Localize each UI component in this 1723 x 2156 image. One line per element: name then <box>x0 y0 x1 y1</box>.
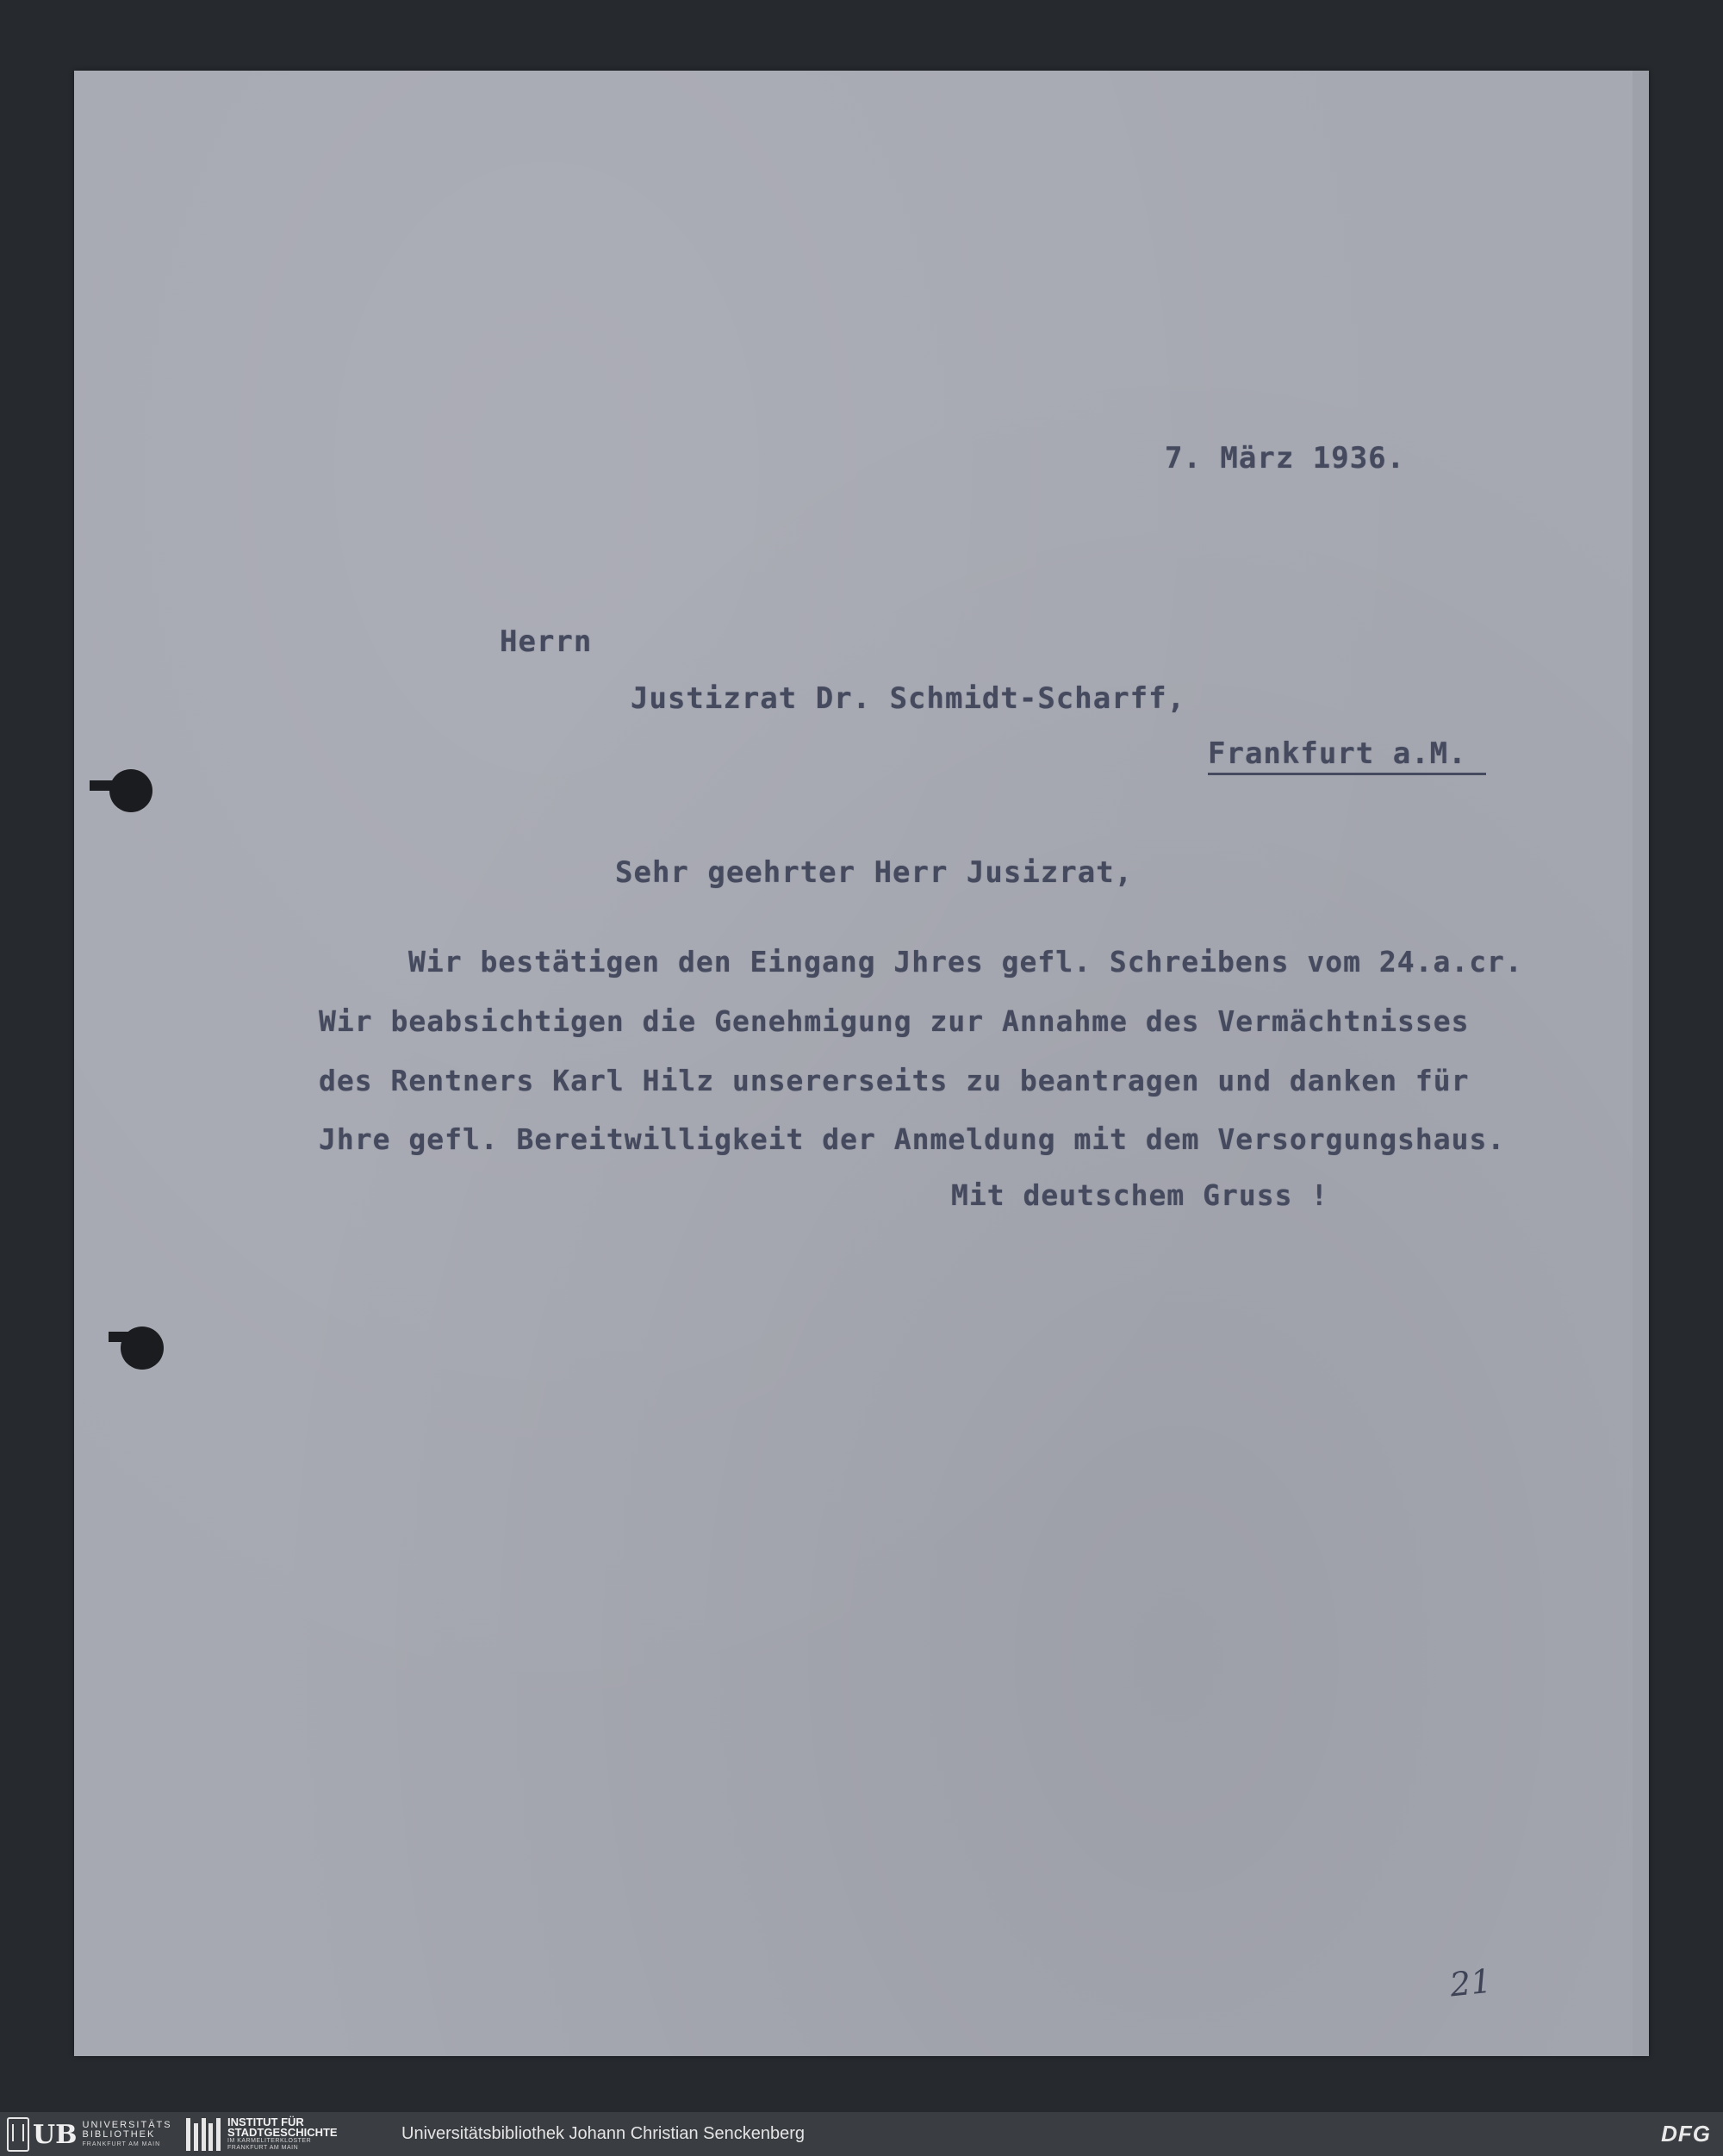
footer-caption: Universitätsbibliothek Johann Christian Senckenberg <box>401 2124 806 2143</box>
footer-bar <box>0 2112 1723 2156</box>
ifs-wordmark <box>227 2117 338 2152</box>
body-line: Jhre gefl. Bereitwilligkeit der Anmeldung mit dem Versorgungshaus. <box>319 1122 1506 1156</box>
letter-closing: Mit deutschem Gruss ! <box>951 1178 1329 1212</box>
ub-logo[interactable] <box>7 2117 172 2152</box>
ifs-line2: STADTGESCHICHTE <box>227 2126 338 2139</box>
ifs-columns-icon <box>186 2118 221 2151</box>
handwritten-page-number: 21 <box>1447 1961 1494 2004</box>
ub-letters: UB <box>33 2119 78 2150</box>
ub-line1: UNIVERSITÄTS <box>82 2119 172 2130</box>
paper-edge <box>1633 71 1649 2056</box>
recipient-prefix: Herrn <box>500 624 593 659</box>
recipient-city: Frankfurt a.M. <box>1208 736 1486 775</box>
punch-hole-lower-notch <box>109 1332 143 1342</box>
ifs-line4: FRANKFURT AM MAIN <box>227 2145 299 2151</box>
punch-hole-upper-notch <box>90 780 119 791</box>
body-line: Wir bestätigen den Eingang Jhres gefl. Schreibens vom 24.a.cr. <box>408 945 1523 979</box>
ub-line2: BIBLIOTHEK <box>82 2128 156 2140</box>
body-line: Wir beabsichtigen die Genehmigung zur Annahme des Vermächtnisses <box>319 1004 1470 1038</box>
ub-book-icon <box>7 2117 29 2152</box>
letter-date: 7. März 1936. <box>1165 441 1406 475</box>
ifs-line1: INSTITUT FÜR <box>227 2116 304 2128</box>
ifs-line3: IM KARMELITERKLOSTER <box>227 2138 312 2144</box>
ub-wordmark <box>83 2121 172 2149</box>
letter-greeting: Sehr geehrter Herr Jusizrat, <box>615 855 1134 890</box>
punch-hole-upper <box>109 769 152 812</box>
recipient-name: Justizrat Dr. Schmidt-Scharff, <box>631 681 1186 716</box>
body-line: des Rentners Karl Hilz unsererseits zu beantragen und danken für <box>319 1064 1470 1097</box>
ifs-logo[interactable] <box>186 2117 338 2152</box>
dfg-logo[interactable]: DFG <box>1661 2121 1711 2147</box>
ub-line3: FRANKFURT AM MAIN <box>82 2140 161 2147</box>
